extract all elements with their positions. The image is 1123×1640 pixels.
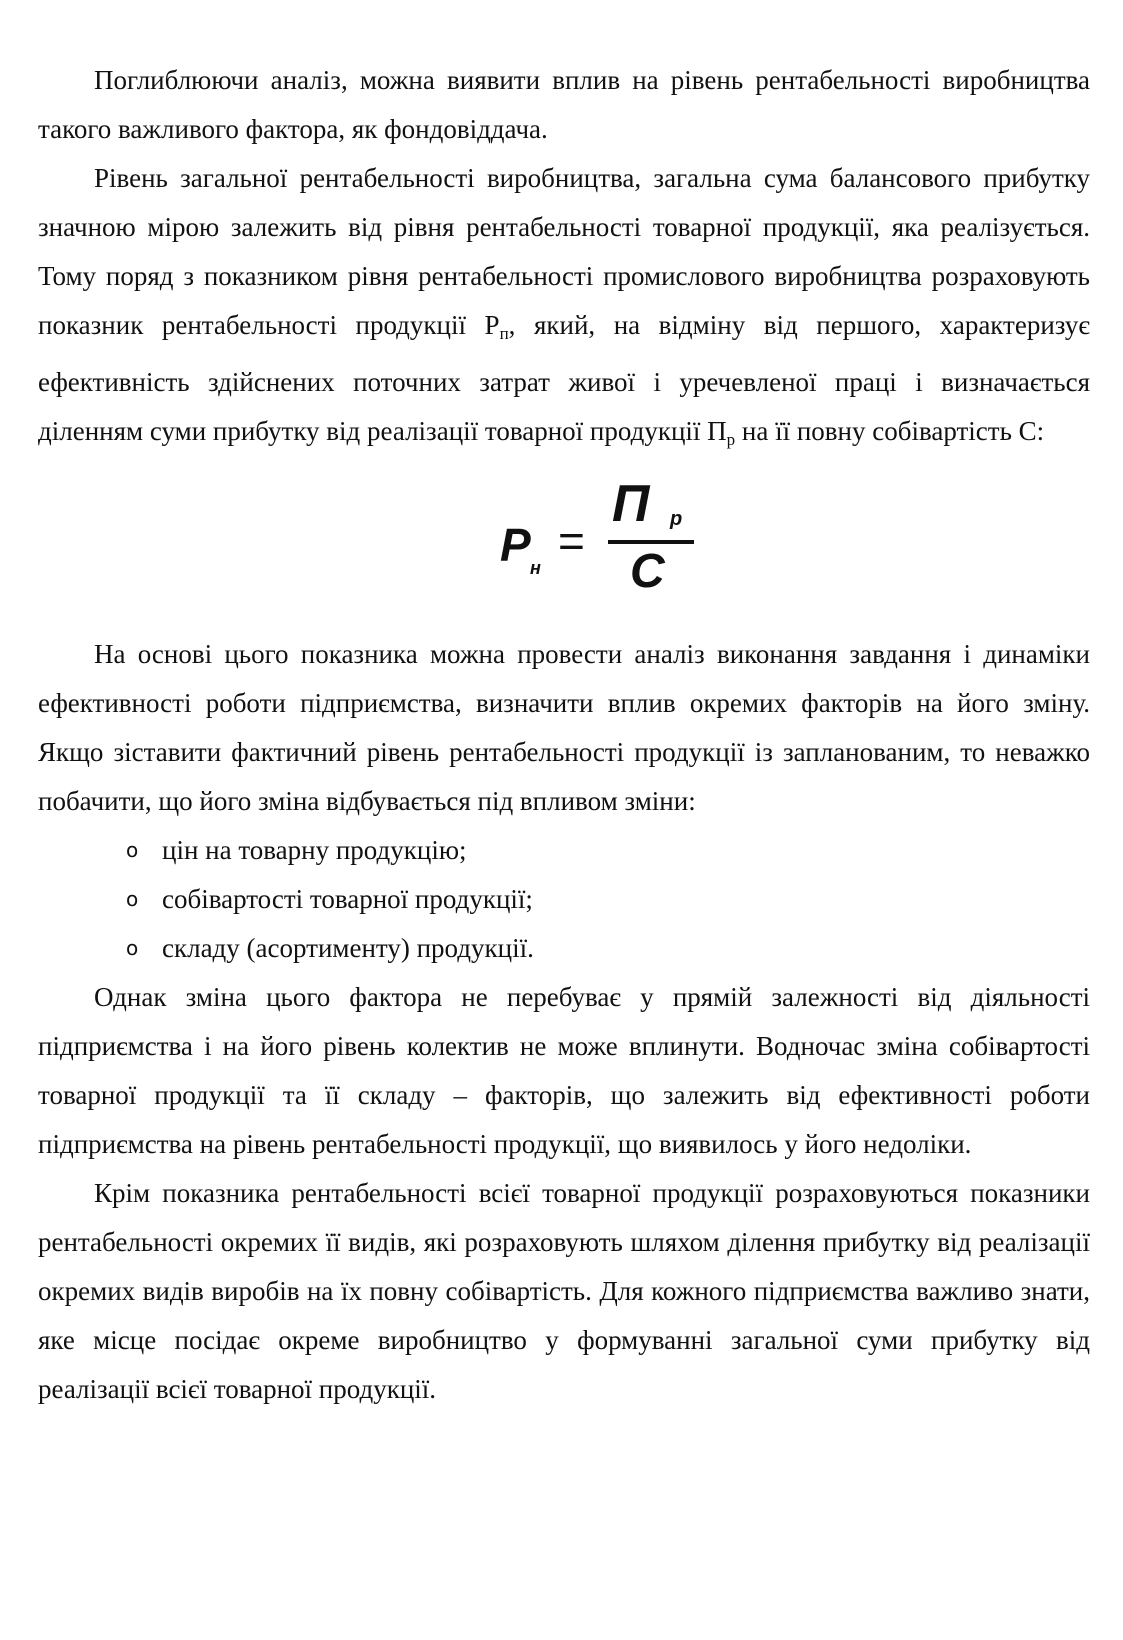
bullet-icon: o (126, 887, 139, 911)
formula-lhs-subscript: н (530, 558, 541, 578)
list-item (126, 826, 1090, 875)
paragraph-2-text-b: , який, на відміну від першого, характеризує ефективність здійснених поточних затрат живої і уречевленої праці і визначається діленням суми прибутку від реалізації товарної продукції П (38, 310, 1090, 446)
list-item (126, 875, 1090, 924)
paragraph-2-text-c: на її повну собівартість С: (735, 416, 1045, 446)
list-item-text: складу (асортименту) продукції. (162, 933, 534, 963)
formula-block (38, 470, 1090, 620)
list-item (126, 924, 1090, 973)
subscript-r: р (726, 430, 736, 449)
document-page (38, 56, 1090, 1414)
paragraph-product-types: Крім показника рентабельності всієї товарної продукції розраховуються показники рентабельності окремих її видів, які розраховують шляхом ділення прибутку від реалізації окремих видів виробів на їх повну собівартість. Для кожного підприємства важливо знати, яке місце посідає окреме виробництво у формуванні загальної суми прибутку від реалізації всієї товарної продукції. (38, 1178, 1090, 1404)
factor-list (38, 826, 1090, 973)
bullet-icon: o (126, 838, 139, 862)
subscript-p: п (499, 324, 509, 343)
list-item-text: цін на товарну продукцію; (162, 835, 467, 865)
paragraph-factor-dependence: Однак зміна цього фактора не перебуває у прямій залежності від діяльності підприємства і на його рівень колектив не може вплинути. Водночас зміна собівартості товарної продукції та її складу – факторів, що залежить від ефективності роботи підприємства на рівень рентабельності продукції, що виявилось у його недоліки. (38, 982, 1090, 1159)
bullet-icon: o (126, 936, 139, 960)
formula-numerator: П (612, 475, 650, 533)
formula-numerator-subscript: р (670, 508, 683, 530)
paragraph-intro: Поглиблюючи аналіз, можна виявити вплив на рівень рентабельності виробництва такого важливого фактора, як фондовіддача. (38, 65, 1090, 144)
list-item-text: собівартості товарної продукції; (162, 884, 533, 914)
profitability-formula (500, 474, 720, 614)
paragraph-analysis: На основі цього показника можна провести аналіз виконання завдання і динаміки ефективності роботи підприємства, визначити вплив окремих факторів на його зміну. Якщо зіставити фактичний рівень рентабельності продукції із запланованим, то неважко побачити, що його зміна відбувається під впливом зміни: (38, 639, 1090, 816)
paragraph-profitability-definition (38, 154, 1090, 464)
formula-equals: = (558, 515, 585, 567)
formula-denominator: С (630, 545, 665, 598)
formula-lhs: P (500, 519, 531, 571)
paragraph-2-text-a: Рівень загальної рентабельності виробництва, загальна сума балансового прибутку значною мірою залежить від рівня рентабельності товарної продукції, яка реалізується. Тому поряд з показником рівня рентабельності промислового виробництва розраховують показник рентабельності продукції Р (38, 163, 1090, 340)
